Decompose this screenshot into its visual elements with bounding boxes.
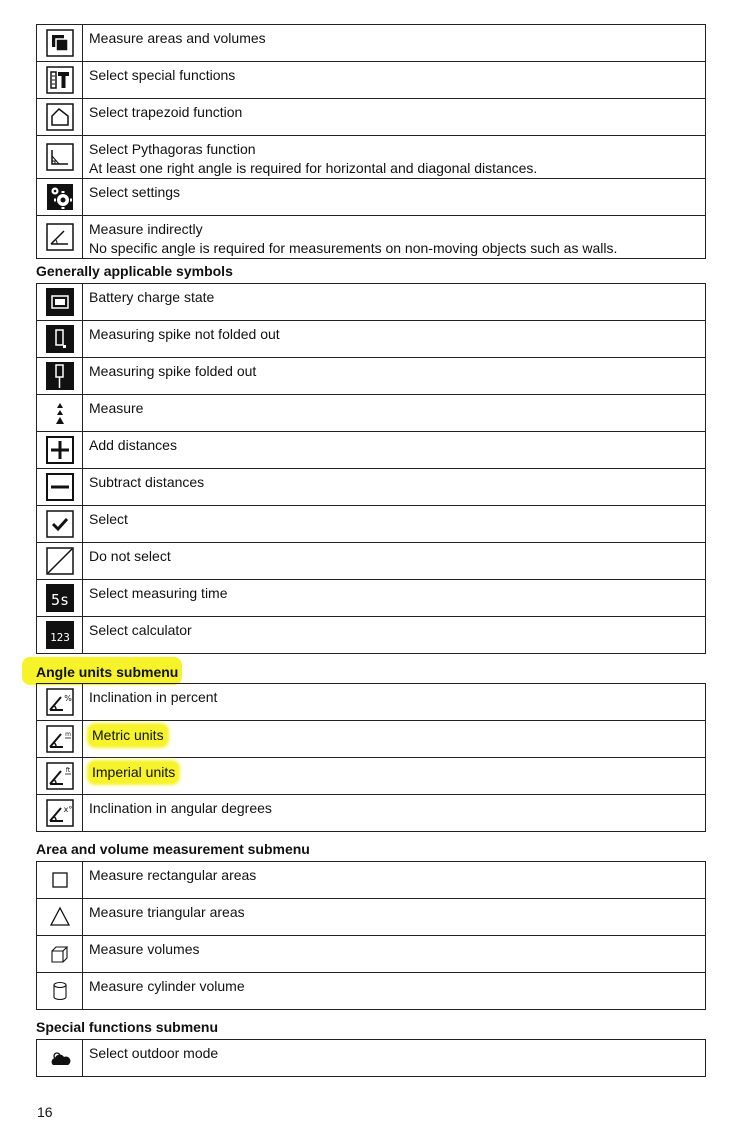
row-text: Select (89, 511, 128, 527)
battery-icon (46, 288, 74, 316)
angle-units-table (36, 683, 706, 832)
row-text: Do not select (89, 548, 171, 564)
settings-icon (46, 183, 74, 211)
timer-glyph: 5s (50, 591, 69, 609)
spike-not-folded-icon (46, 325, 74, 353)
row-note: At least one right angle is required for horizontal and diagonal distances. (89, 160, 538, 176)
check-icon (46, 510, 74, 538)
plus-icon (46, 436, 74, 464)
row-text: Add distances (89, 437, 177, 453)
cylinder-icon (46, 977, 74, 1005)
row-text: Metric units (89, 725, 167, 746)
section-heading-angle: Angle units submenu (36, 664, 179, 680)
row-text: Measure triangular areas (89, 904, 245, 920)
row-text: Inclination in angular degrees (89, 800, 272, 816)
row-text: Measure areas and volumes (89, 30, 266, 46)
row-text: Select special functions (89, 67, 236, 83)
rectangle-icon (46, 866, 74, 894)
section-heading-general: Generally applicable symbols (36, 263, 233, 279)
row-text: Measure rectangular areas (89, 867, 257, 883)
calculator-glyph: 123 (49, 631, 70, 644)
row-text: Measure volumes (89, 941, 200, 957)
angle-imperial-icon (46, 762, 74, 790)
row-text: Measuring spike not folded out (89, 326, 280, 342)
spike-folded-icon (46, 362, 74, 390)
calculator-icon (46, 621, 74, 649)
row-text: Imperial units (89, 762, 178, 783)
general-symbols-table (36, 283, 706, 654)
row-text: Subtract distances (89, 474, 205, 490)
row-text: Battery charge state (89, 289, 215, 305)
row-text: Select settings (89, 184, 181, 200)
row-text: Measuring spike folded out (89, 363, 257, 379)
row-text: Measure (89, 400, 144, 416)
row-text: Select calculator (89, 622, 192, 638)
angle-percent-icon (46, 688, 74, 716)
row-text: Inclination in percent (89, 689, 218, 705)
timer-icon (46, 584, 74, 612)
cube-icon (46, 940, 74, 968)
minus-icon (46, 473, 74, 501)
section-heading-special: Special functions submenu (36, 1019, 219, 1035)
area-volume-table (36, 861, 706, 1010)
pythagoras-icon (46, 143, 74, 171)
slash-icon (46, 547, 74, 575)
degrees-glyph: x° (63, 805, 72, 814)
area-volume-icon (46, 29, 74, 57)
indirect-measure-icon (46, 223, 74, 251)
row-text: Measure cylinder volume (89, 978, 245, 994)
percent-glyph: % (63, 694, 72, 703)
main-functions-table (36, 24, 706, 259)
imperial-glyph: ft (65, 767, 70, 774)
section-heading-area: Area and volume measurement submenu (36, 841, 310, 857)
measure-icon (46, 399, 74, 427)
metric-glyph: m (64, 731, 71, 738)
row-text: Select trapezoid function (89, 104, 243, 120)
special-functions-table (36, 1039, 706, 1077)
outdoor-mode-icon (46, 1044, 74, 1072)
page-number: 16 (37, 1104, 53, 1120)
row-text: Select Pythagoras function (89, 141, 256, 157)
angle-degrees-icon (46, 799, 74, 827)
row-text: Measure indirectly (89, 221, 203, 237)
row-text: Select measuring time (89, 585, 228, 601)
row-text: Select outdoor mode (89, 1045, 219, 1061)
row-note: No specific angle is required for measurements on non-moving objects such as walls. (89, 240, 618, 256)
trapezoid-icon (46, 103, 74, 131)
angle-metric-icon (46, 725, 74, 753)
special-functions-icon (46, 66, 74, 94)
triangle-icon (46, 903, 74, 931)
